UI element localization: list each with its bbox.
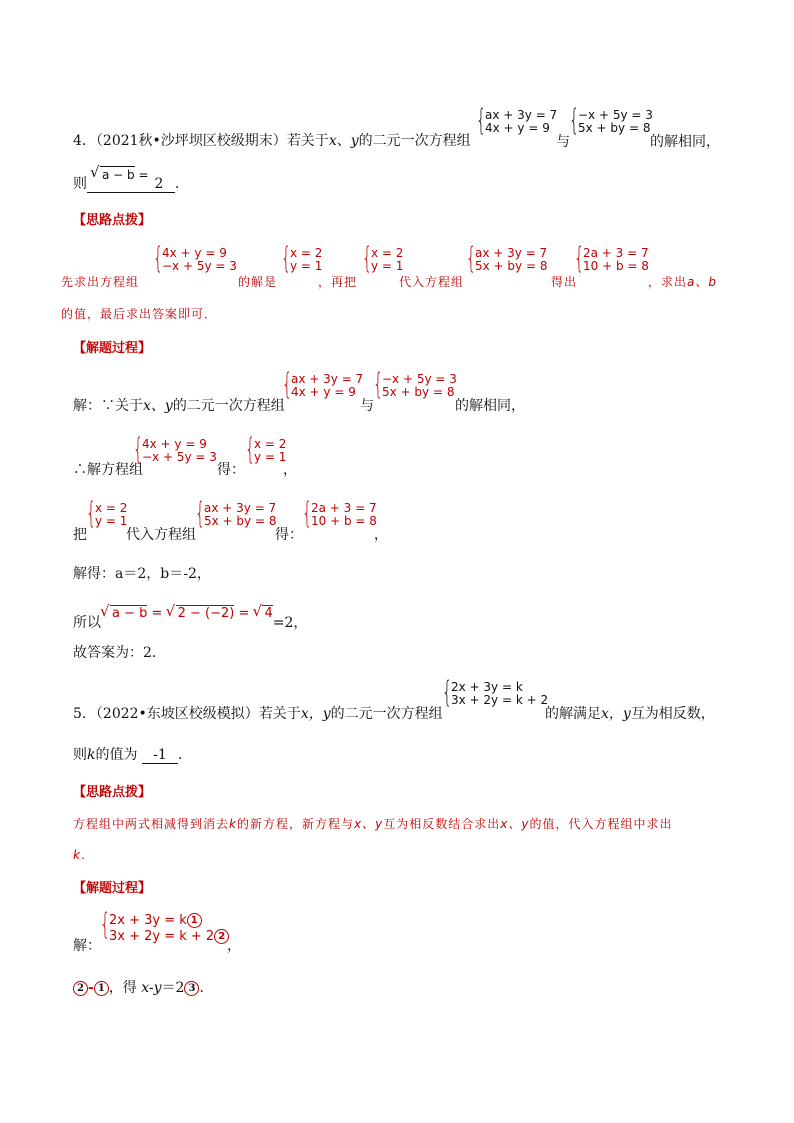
q4-s5-a: 所以 — [73, 615, 101, 631]
q5-period: ． — [177, 747, 192, 763]
equation-line: 4x + y = 9 — [291, 385, 356, 399]
equation-line: { 4x + y = 9 — [162, 246, 227, 260]
q4-hint-b: 的解是 — [238, 275, 278, 289]
q5-stem-d: 互为相反数， — [630, 706, 715, 722]
q5-s2-a: ，得 — [108, 980, 137, 996]
q5-minus: - — [88, 980, 94, 996]
circled-number: 1 — [187, 913, 202, 928]
q4-step6: 故答案为：2． — [73, 645, 166, 661]
q5-stem-tail — [545, 706, 715, 722]
q5-hint-a: 方程组中两式相减得到消去 — [73, 817, 230, 831]
equation-line: { x = 2 — [290, 246, 323, 260]
q5-source: （2022•东坡区校级模拟） — [95, 706, 259, 722]
q4-hint-system-3 — [574, 247, 649, 273]
q4-step2-b: 得： — [217, 462, 245, 478]
equation-line: y = 1 — [290, 259, 323, 273]
q4-step2-solution — [245, 438, 286, 464]
equation-line: y = 1 — [371, 259, 404, 273]
equation-line — [109, 913, 229, 929]
q5-hint-xy2: x、y — [500, 817, 530, 831]
q5-step1-system — [100, 913, 229, 945]
q4-hint-solution-1 — [281, 247, 322, 273]
q5-xy2: x，y — [601, 706, 631, 722]
q4-step4: 解得：a＝2，b＝-2， — [73, 566, 211, 582]
q5-then: 则 — [73, 747, 87, 763]
q4-sqrt-expr: a − b — [102, 168, 135, 182]
equation-line: y = 1 — [254, 450, 287, 464]
q5-step1-b: ， — [227, 938, 241, 954]
q4-step3-a: 把 — [73, 527, 87, 543]
q4-step3-system — [195, 502, 276, 528]
q4-answer-line — [73, 168, 189, 193]
q5-k: k — [87, 747, 96, 763]
q4-hint-f-text: ，求出 — [648, 275, 688, 289]
q4-stem-line — [73, 133, 471, 149]
q5-hint-line2: k． — [73, 848, 94, 862]
q5-s2-end: ． — [199, 980, 214, 996]
equation-line: y = 1 — [95, 514, 128, 528]
equation-line: { 2a + 3 = 7 — [583, 246, 649, 260]
equation-line: 3x + 2y = k + 2 — [451, 693, 549, 707]
q4-stem-b: 的二元一次方程组 — [358, 133, 471, 149]
equation-line: 5x + by = 8 — [204, 514, 277, 528]
equation-line: 5x + by = 8 — [382, 385, 455, 399]
q4-step5 — [73, 606, 308, 632]
q4-s5-mid2: = — [234, 606, 254, 621]
q4-answer: 2 — [154, 176, 164, 192]
q4-stem-a: 若关于 — [286, 133, 329, 149]
q4-answer-blank — [87, 168, 175, 193]
q5-hint-xy: x、y — [353, 817, 384, 831]
q4-period: ． — [175, 176, 189, 192]
q4-number: 4． — [73, 133, 96, 149]
q4-hint-c: ，再把 — [318, 275, 358, 289]
q5-hint-heading: 【思路点拨】 — [73, 785, 152, 800]
q4-step2-c: ， — [283, 462, 297, 478]
q4-hint-heading: 【思路点拨】 — [73, 213, 152, 228]
q4-hint-line2: 的值，最后求出答案即可． — [61, 307, 218, 321]
q4-s1-b: 的二元一次方程组 — [172, 398, 285, 414]
q4-hint-a: 先求出方程组 — [61, 275, 140, 289]
q5-hint-k: k — [229, 817, 237, 831]
equation-text: 2x + 3y = k — [109, 913, 187, 928]
q4-step1-system-1 — [282, 373, 363, 399]
equation-line: { 2a + 3 = 7 — [311, 501, 377, 515]
q4-step1-system-2 — [373, 373, 457, 399]
equation-line: −x + 5y = 3 — [162, 259, 237, 273]
q4-step3-result — [302, 502, 377, 528]
q4-s5-sqrt: a − b — [112, 606, 148, 621]
q5-stem-c: 的解满足 — [545, 706, 601, 722]
q5-stem-a: 若关于 — [258, 706, 301, 722]
equation-line: 5x + by = 8 — [475, 259, 548, 273]
q4-s5-end: =2， — [272, 615, 308, 631]
equation-line: { x = 2 — [95, 501, 128, 515]
equation-line: 4x + y = 9 — [485, 121, 550, 135]
equation-line: { 2x + 3y = k — [451, 680, 523, 694]
q5-answer-line — [73, 747, 192, 764]
q4-s5-sqrt2: 2 − (−2) — [177, 606, 235, 621]
q5-step2 — [73, 980, 213, 996]
q4-hint-ab: a、b — [687, 275, 717, 289]
q4-step1-c: 的解相同， — [455, 398, 525, 414]
equation-line: { 4x + y = 9 — [142, 437, 207, 451]
q4-step1-with: 与 — [360, 398, 374, 414]
q5-s2-eq: ＝2 — [161, 980, 185, 996]
circled-number: 1 — [94, 981, 109, 996]
q5-xy: x，y — [300, 706, 331, 722]
q5-hint-line1 — [73, 815, 672, 832]
equation-line: −x + 5y = 3 — [142, 450, 217, 464]
equation-line — [109, 929, 229, 945]
q5-hint-d: 的值，代入方程组中求出 — [529, 817, 673, 831]
q4-step1-a — [73, 398, 285, 414]
q4-proc-heading: 【解题过程】 — [73, 341, 152, 356]
q4-step2-system — [133, 438, 217, 464]
q4-hint-system-2 — [466, 247, 547, 273]
q5-answer: -1 — [153, 747, 167, 763]
circled-number: 2 — [73, 981, 88, 996]
q4-s5-mid: = — [147, 606, 167, 621]
q4-var-y: y — [350, 133, 359, 149]
q4-sep: 、 — [336, 133, 351, 149]
q4-s5-sqrt3: 4 — [264, 606, 273, 621]
q5-system — [442, 681, 548, 707]
q4-system-1 — [476, 109, 557, 135]
q5-hint-b: 的新方程，新方程与 — [236, 817, 354, 831]
equation-line: { ax + 3y = 7 — [475, 246, 548, 260]
equation-line: { x = 2 — [254, 437, 287, 451]
q4-step3-b: 代入方程组 — [126, 527, 196, 543]
q5-then-b: 的值为 — [95, 747, 138, 763]
equation-line: 5x + by = 8 — [578, 121, 651, 135]
circled-number: 3 — [184, 981, 199, 996]
q5-number: 5． — [73, 706, 96, 722]
equation-line: { ax + 3y = 7 — [291, 372, 364, 386]
equation-line: { x = 2 — [371, 246, 404, 260]
q4-hint-e: 得出 — [551, 275, 578, 289]
q4-hint-solution-2 — [362, 247, 403, 273]
q4-s1-xy: x、y — [143, 398, 173, 414]
q4-stem-c: 的解相同， — [650, 134, 720, 150]
q5-hint-c: 互为相反数结合求出 — [383, 817, 501, 831]
equation-text: 3x + 2y = k + 2 — [109, 929, 215, 944]
q4-source: （2021秋•沙坪坝区校级期末） — [95, 133, 287, 149]
equation-line: 10 + b = 8 — [583, 259, 649, 273]
q4-var-x: x — [328, 133, 337, 149]
equation-line: { ax + 3y = 7 — [485, 108, 558, 122]
equation-line: { ax + 3y = 7 — [204, 501, 277, 515]
q4-step3-solution — [86, 502, 127, 528]
circled-number: 2 — [214, 929, 229, 944]
q5-s2-expr: x-y — [141, 980, 162, 996]
q4-eq: = — [138, 168, 149, 182]
q4-hint-d: 代入方程组 — [399, 275, 465, 289]
q4-with: 与 — [556, 134, 570, 150]
q5-answer-blank — [142, 747, 178, 764]
q4-s1-a: 解：∵关于 — [73, 398, 143, 414]
q5-stem-line — [73, 706, 443, 722]
equation-line: { −x + 5y = 3 — [578, 108, 653, 122]
q5-proc-heading: 【解题过程】 — [73, 881, 152, 896]
equation-line: { −x + 5y = 3 — [382, 372, 457, 386]
q4-hint-system-1 — [153, 247, 237, 273]
q5-stem-b: 的二元一次方程组 — [330, 706, 443, 722]
q4-step3-d: ， — [374, 527, 388, 543]
q4-then: 则 — [73, 176, 87, 192]
equation-line: 10 + b = 8 — [311, 514, 377, 528]
q5-step1-a: 解： — [73, 938, 101, 954]
q4-hint-f — [648, 273, 717, 290]
q4-step2-a: ∴解方程组 — [73, 462, 143, 478]
q4-step3-c: 得： — [275, 527, 303, 543]
q4-system-2 — [569, 109, 653, 135]
